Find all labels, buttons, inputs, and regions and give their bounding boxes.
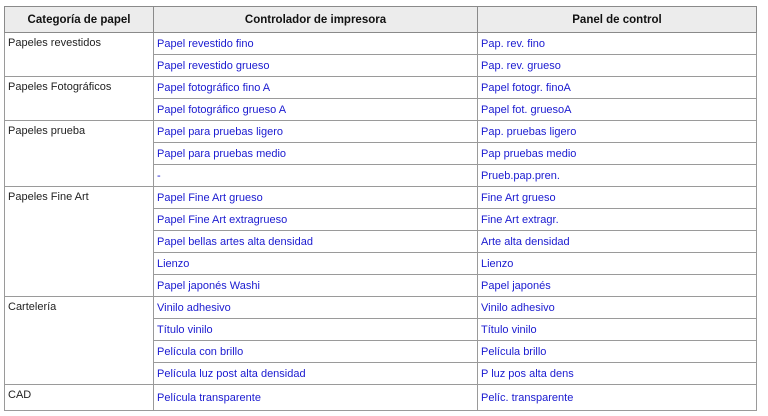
driver-setting-link[interactable]: Papel Fine Art grueso [154, 187, 478, 209]
panel-setting-link[interactable]: Pap. rev. fino [478, 33, 757, 55]
table-row [5, 33, 757, 55]
paper-type-table [4, 6, 757, 411]
paper-table-container [4, 6, 757, 411]
paper-category-cell: Papeles revestidos [5, 33, 154, 77]
panel-setting-link[interactable]: Vinilo adhesivo [478, 297, 757, 319]
header-paper-category: Categoría de papel [5, 7, 154, 33]
driver-setting-link[interactable]: Papel japonés Washi [154, 275, 478, 297]
driver-setting-link[interactable]: Papel fotográfico fino A [154, 77, 478, 99]
panel-setting-link[interactable]: P luz pos alta dens [478, 363, 757, 385]
panel-setting-link[interactable]: Fine Art grueso [478, 187, 757, 209]
panel-setting-link[interactable]: Papel fotogr. finoA [478, 77, 757, 99]
driver-setting-link[interactable]: Papel Fine Art extragrueso [154, 209, 478, 231]
driver-setting-link[interactable]: Papel revestido grueso [154, 55, 478, 77]
driver-setting-link[interactable]: Película transparente [154, 385, 478, 411]
paper-category-cell: Cartelería [5, 297, 154, 385]
table-row [5, 297, 757, 319]
panel-setting-link[interactable]: Arte alta densidad [478, 231, 757, 253]
panel-setting-link[interactable]: Pap pruebas medio [478, 143, 757, 165]
driver-setting-link[interactable]: - [154, 165, 478, 187]
driver-setting-link[interactable]: Película con brillo [154, 341, 478, 363]
panel-setting-link[interactable]: Pap. rev. grueso [478, 55, 757, 77]
panel-setting-link[interactable]: Pelíc. transparente [478, 385, 757, 411]
panel-setting-link[interactable]: Papel fot. gruesoA [478, 99, 757, 121]
panel-setting-link[interactable]: Papel japonés [478, 275, 757, 297]
table-body [5, 33, 757, 411]
paper-category-cell: CAD [5, 385, 154, 411]
paper-category-cell: Papeles prueba [5, 121, 154, 187]
driver-setting-link[interactable]: Película luz post alta densidad [154, 363, 478, 385]
driver-setting-link[interactable]: Papel revestido fino [154, 33, 478, 55]
header-control-panel: Panel de control [478, 7, 757, 33]
table-row [5, 187, 757, 209]
driver-setting-link[interactable]: Título vinilo [154, 319, 478, 341]
paper-category-cell: Papeles Fine Art [5, 187, 154, 297]
driver-setting-link[interactable]: Papel fotográfico grueso A [154, 99, 478, 121]
driver-setting-link[interactable]: Papel bellas artes alta densidad [154, 231, 478, 253]
table-row [5, 121, 757, 143]
panel-setting-link[interactable]: Película brillo [478, 341, 757, 363]
driver-setting-link[interactable]: Lienzo [154, 253, 478, 275]
panel-setting-link[interactable]: Pap. pruebas ligero [478, 121, 757, 143]
table-row [5, 77, 757, 99]
paper-category-cell: Papeles Fotográficos [5, 77, 154, 121]
panel-setting-link[interactable]: Título vinilo [478, 319, 757, 341]
table-row [5, 385, 757, 411]
panel-setting-link[interactable]: Lienzo [478, 253, 757, 275]
panel-setting-link[interactable]: Prueb.pap.pren. [478, 165, 757, 187]
driver-setting-link[interactable]: Vinilo adhesivo [154, 297, 478, 319]
header-printer-driver: Controlador de impresora [154, 7, 478, 33]
panel-setting-link[interactable]: Fine Art extragr. [478, 209, 757, 231]
driver-setting-link[interactable]: Papel para pruebas medio [154, 143, 478, 165]
driver-setting-link[interactable]: Papel para pruebas ligero [154, 121, 478, 143]
table-header-row [5, 7, 757, 33]
